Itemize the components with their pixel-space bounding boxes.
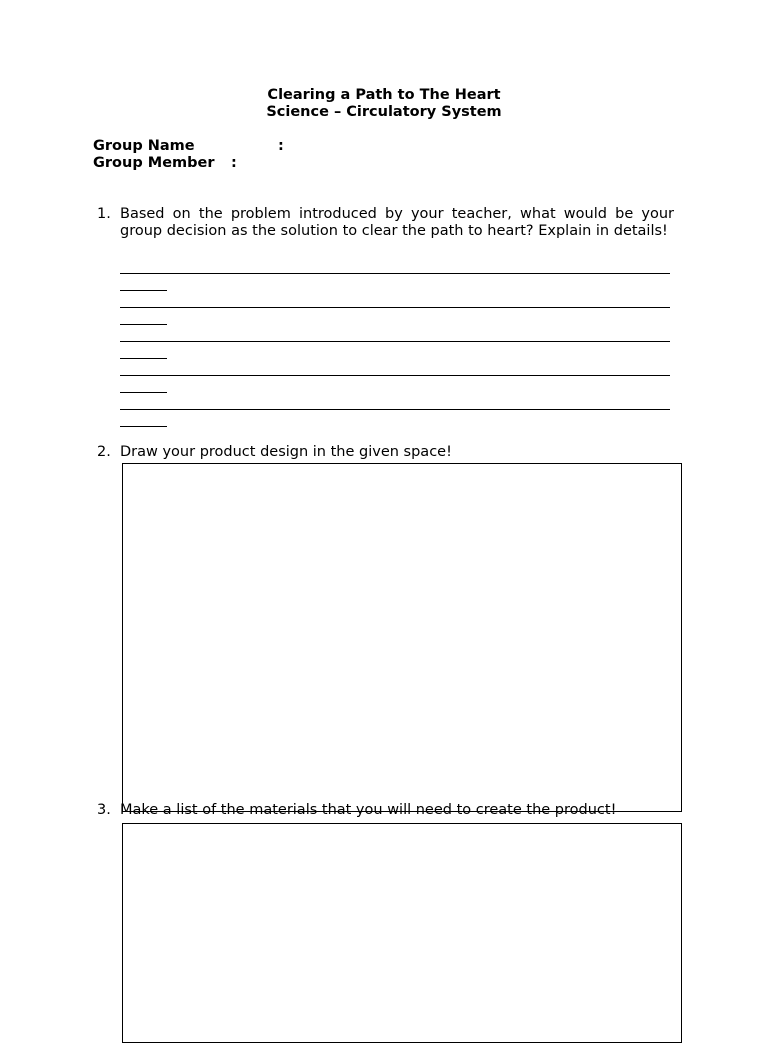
answer-line-continuation bbox=[120, 358, 167, 359]
group-member-label: Group Member bbox=[93, 155, 215, 171]
design-drawing-box[interactable] bbox=[122, 463, 682, 812]
question-3-number: 3. bbox=[97, 802, 111, 818]
worksheet-title: Clearing a Path to The Heart bbox=[267, 87, 501, 103]
question-3-text: Make a list of the materials that you will need to create the product! bbox=[120, 802, 617, 818]
group-name-label: Group Name bbox=[93, 138, 195, 154]
worksheet-header bbox=[0, 87, 768, 121]
answer-line-continuation bbox=[120, 290, 167, 291]
answer-line[interactable] bbox=[120, 273, 670, 274]
materials-list-box[interactable] bbox=[122, 823, 682, 1043]
answer-line[interactable] bbox=[120, 307, 670, 308]
answer-line-continuation bbox=[120, 324, 167, 325]
question-2-text: Draw your product design in the given space! bbox=[120, 444, 452, 460]
question-2-number: 2. bbox=[97, 444, 111, 460]
worksheet-subtitle: Science – Circulatory System bbox=[266, 104, 502, 120]
answer-line[interactable] bbox=[120, 375, 670, 376]
answer-line[interactable] bbox=[120, 409, 670, 410]
answer-line[interactable] bbox=[120, 341, 670, 342]
question-1-text: Based on the problem introduced by your teacher, what would be your group decision as the solution to clear the path to heart? Explain in details! bbox=[120, 206, 674, 239]
answer-line-continuation bbox=[120, 426, 167, 427]
group-member-colon: : bbox=[231, 155, 237, 171]
question-1-number: 1. bbox=[97, 206, 111, 222]
answer-line-continuation bbox=[120, 392, 167, 393]
group-name-colon: : bbox=[278, 138, 284, 154]
